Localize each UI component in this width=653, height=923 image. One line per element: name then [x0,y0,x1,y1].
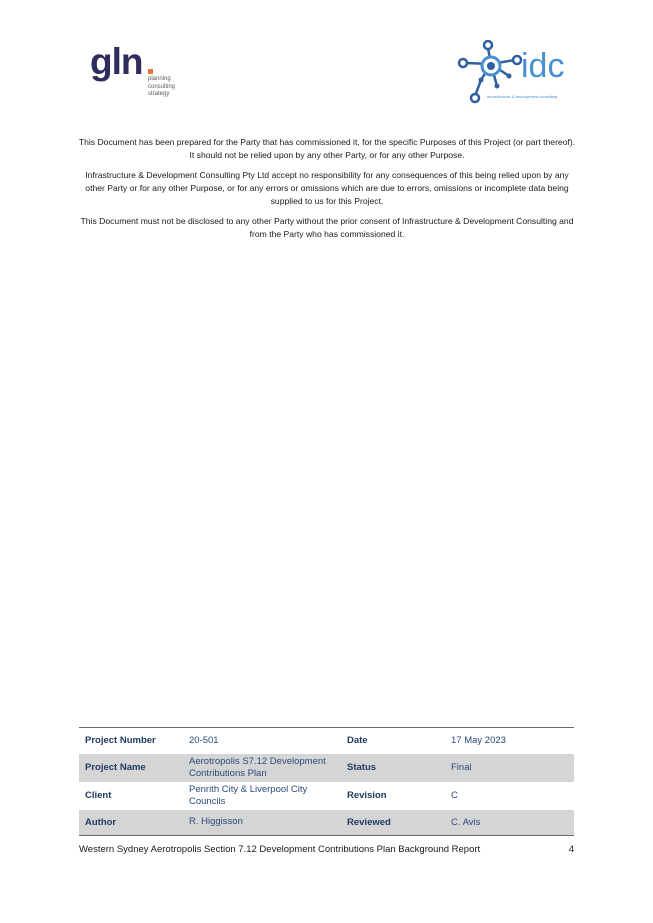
date-value: 17 May 2023 [451,735,506,747]
disclaimer-text [76,136,578,248]
disclaimer-paragraph: Infrastructure & Development Consulting Pty Ltd accept no responsibility for any consequences of this being relied upon by any other Party or for any other Purpose, or for any errors or omissions which are due to errors, omissions or incomplete data being supplied to us for this Project. [85,170,569,206]
status-value: Final [445,754,574,782]
table-row [79,810,574,836]
footer-title: Western Sydney Aerotropolis Section 7.12 Development Contributions Plan Background Report [79,844,481,855]
author-value: R. Higgisson [183,810,341,836]
disclaimer-paragraph: This Document must not be disclosed to any other Party without the prior consent of Infrastructure & Development Consulting and from the Party who has commissioned it. [80,216,574,239]
idc-wordmark: idc [521,47,565,85]
idc-logo [455,38,580,104]
page-number: 4 [568,844,574,855]
revision-value: C [451,790,458,801]
project-name-label: Project Name [79,754,183,782]
disclaimer-paragraph: This Document has been prepared for the Party that has commissioned it, for the specific Purposes of this Project (or part thereof). It should not be relied upon by any other Party, or for any other Purpose. [78,137,576,160]
idc-tagline: infrastructure & development consulting [487,94,558,99]
project-number-label: Project Number [85,735,156,747]
project-name-value: Aerotropolis S7.12 Development Contributions Plan [183,754,341,782]
gln-tagline: planning consulting strategy [148,76,176,97]
reviewed-value: C. Avis [445,810,574,836]
table-row [79,754,574,782]
revision-label: Revision [347,790,387,801]
table-row [79,782,574,810]
page-footer [79,844,574,855]
status-label: Status [341,754,445,782]
project-number-value: 20-501 [189,734,219,746]
client-label: Client [85,790,112,801]
project-info-table [79,727,574,836]
gln-logo [90,42,200,102]
date-label: Date [347,735,368,747]
author-label: Author [79,810,183,836]
reviewed-label: Reviewed [341,810,445,836]
gln-wordmark: gln [90,41,143,82]
table-row [79,728,574,754]
client-value: Penrith City & Liverpool City Councils [189,783,308,807]
gln-accent-dot [148,69,153,74]
